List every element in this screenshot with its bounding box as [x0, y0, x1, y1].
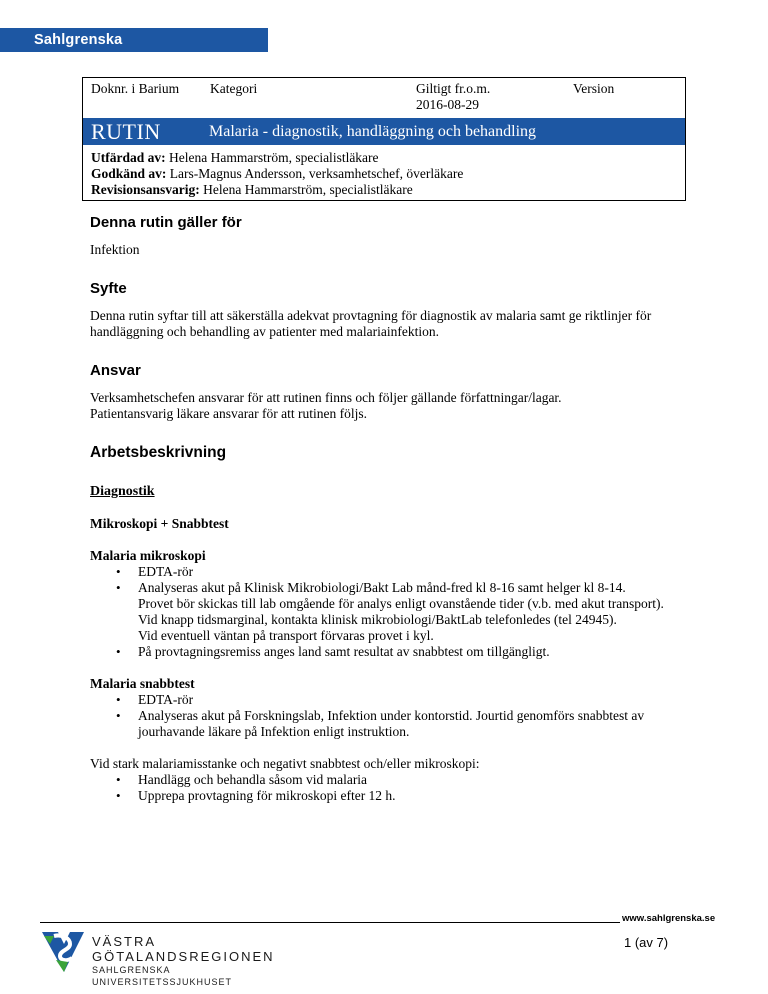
responsible-people	[91, 150, 463, 198]
mikro-snabb-heading: Mikroskopi + Snabbtest	[90, 516, 229, 531]
doknr-label: Doknr. i Barium	[91, 81, 180, 96]
mikro-list	[90, 564, 680, 660]
ansvar-line-2: Patientansvarig läkare ansvarar för att rutinen följs.	[90, 406, 368, 421]
document-body	[90, 214, 680, 804]
snabb-heading: Malaria snabbtest	[90, 676, 195, 691]
vid-stark-text: Vid stark malariamisstanke och negativt snabbtest och/eller mikroskopi:	[90, 756, 480, 771]
logo-line-2: GÖTALANDSREGIONEN	[92, 949, 275, 964]
kategori-label: Kategori	[210, 81, 258, 96]
list-item: • EDTA-rör	[138, 564, 680, 580]
brand-header: Sahlgrenska Universitetssjukhuset	[0, 28, 268, 52]
ansvar-line-1: Verksamhetschefen ansvarar för att rutinen finns och följer gällande författningar/lagar.	[90, 390, 562, 405]
meta-row	[83, 78, 685, 118]
ansvar-heading: Ansvar	[90, 362, 141, 379]
mikro-b2-line-2: Provet bör skickas till lab omgående för analys enligt ovanstående tider (v.b. med akut transport).	[138, 596, 664, 611]
utfardad-value: Helena Hammarström, specialistläkare	[165, 150, 379, 165]
footer-divider	[40, 922, 620, 923]
syfte-text: Denna rutin syftar till att säkerställa adekvat provtagning för diagnostik av malaria samt ge riktlinjer för handläggning och behandling av patienter med malariainfektion.	[90, 308, 652, 339]
logo-line-3: SAHLGRENSKA UNIVERSITETSSJUKHUSET	[92, 965, 233, 987]
diagnostik-heading: Diagnostik	[90, 484, 155, 499]
utfardad-label: Utfärdad av:	[91, 150, 166, 165]
mikro-heading: Malaria mikroskopi	[90, 548, 206, 563]
footer-url: www.sahlgrenska.se	[622, 913, 716, 924]
rutin-title-band	[83, 118, 685, 145]
logo-line-1: VÄSTRA	[92, 934, 157, 949]
galler-text: Infektion	[90, 242, 140, 257]
list-item: • På provtagningsremiss anges land samt resultat av snabbtest om tillgängligt.	[138, 644, 680, 660]
page-number: 1 (av 7)	[624, 935, 669, 950]
revision-value: Helena Hammarström, specialistläkare	[199, 182, 413, 197]
version-label: Version	[573, 81, 615, 96]
galler-heading: Denna rutin gäller för	[90, 214, 242, 231]
mikro-b2-line-4: Vid eventuell väntan på transport förvaras provet i kyl.	[138, 628, 434, 643]
mikro-b2-line-1: • Analyseras akut på Klinisk Mikrobiologi/Bakt Lab månd-fred kl 8-16 samt helger kl 8-14.	[138, 580, 626, 595]
document-title: Malaria - diagnostik, handläggning och behandling	[209, 123, 537, 140]
godkand-label: Godkänd av:	[91, 166, 167, 181]
list-item: • EDTA-rör	[138, 692, 680, 708]
mikro-b2-line-3: Vid knapp tidsmarginal, kontakta klinisk mikrobiologi/BaktLab telefonledes (tel 24945).	[138, 612, 617, 627]
giltigt-label: Giltigt fr.o.m.	[416, 81, 491, 96]
godkand-value: Lars-Magnus Andersson, verksamhetschef, överläkare	[166, 166, 464, 181]
snabb-list	[90, 692, 680, 740]
rutin-label: RUTIN	[91, 119, 161, 144]
list-item: • Handlägg och behandla såsom vid malaria	[138, 772, 680, 788]
arbets-heading: Arbetsbeskrivning	[90, 444, 227, 461]
document-meta-box	[82, 77, 686, 201]
list-item: • Upprepa provtagning för mikroskopi efter 12 h.	[138, 788, 680, 804]
list-item	[138, 580, 680, 644]
vid-stark-list	[90, 772, 680, 804]
syfte-heading: Syfte	[90, 280, 127, 297]
list-item: • Analyseras akut på Forskningslab, Infektion under kontorstid. Jourtid genomförs snabbtest av jourhavande läkare på Infektion enligt instruktion.	[138, 708, 680, 740]
revision-label: Revisionsansvarig:	[91, 182, 200, 197]
vgr-logo	[40, 930, 310, 987]
vgr-logo-text	[92, 934, 310, 988]
vgr-emblem-icon	[40, 930, 86, 974]
giltigt-value: 2016-08-29	[416, 97, 479, 112]
